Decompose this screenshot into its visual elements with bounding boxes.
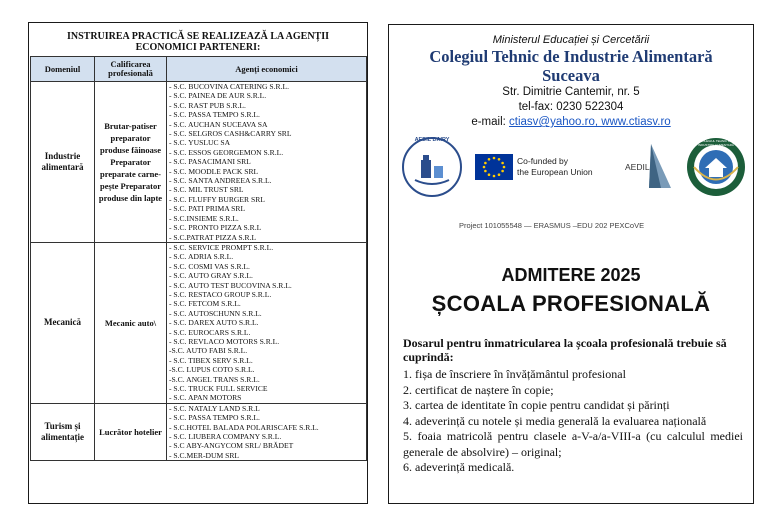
eu-cofunded-text bbox=[517, 156, 593, 178]
domain-cell: Mecanică bbox=[31, 242, 95, 403]
agent-item: - S.C. PRONTO PIZZA S.R.L bbox=[169, 223, 262, 233]
table-row bbox=[31, 82, 367, 243]
email-line bbox=[389, 115, 753, 130]
agent-item: - S.C. MIL TRUST SRL bbox=[169, 185, 244, 195]
agent-item: - S.C. SERVICE PROMPT S.R.L. bbox=[169, 242, 274, 252]
partners-panel bbox=[28, 22, 368, 504]
agent-item: - S.C. COSMI VAS S.R.L. bbox=[169, 261, 250, 271]
table-row bbox=[31, 403, 367, 460]
email-link[interactable]: ctiasv@yahoo.ro, www.ctiasv.ro bbox=[509, 116, 671, 128]
agent-item: - S.C. RESTACO GROUP S.R.L. bbox=[169, 289, 272, 299]
eu-text-line2: the European Union bbox=[517, 167, 593, 177]
agent-item: - S.C. PASSA TEMPO S.R.L. bbox=[169, 413, 260, 423]
header-qualification: Calificarea profesională bbox=[95, 57, 167, 82]
agent-item: - S.C.PATRAT PIZZA S.R.L bbox=[169, 232, 257, 242]
agent-item: - S.C. YUSLUC SA bbox=[169, 138, 231, 148]
agent-item: - S.C. AUTOSCHUNN S.R.L. bbox=[169, 308, 262, 318]
aedil-logo bbox=[621, 142, 673, 197]
agent-item: - S.C. PASACIMANI SRL bbox=[169, 157, 251, 167]
agent-item: - S.C. AUTO TEST BUCOVINA S.R.L. bbox=[169, 280, 292, 290]
list-item: 5. foaia matricolă pentru clasele a-V-a/a-VIII-a (cu calculul mediei generale de absolvire) – original; bbox=[403, 429, 743, 459]
logos-row bbox=[389, 136, 753, 206]
agent-item: - S.C. NATALY LAND S.R.L bbox=[169, 403, 260, 413]
school-title: ȘCOALA PROFESIONALĂ bbox=[431, 291, 711, 316]
phone: tel-fax: 0230 522304 bbox=[518, 101, 624, 113]
aedil-dairy-logo bbox=[401, 136, 463, 203]
agent-item: - S.C. DAREX AUTO S.R.L. bbox=[169, 318, 259, 328]
agent-item: - S.C.HOTEL BALADA POLARISCAFE S.R.L. bbox=[169, 422, 319, 432]
project-id: Project 101055548 — ERASMUS –EDU 202 PEXCoVE bbox=[459, 221, 645, 230]
agent-item: - S.C. REVLACO MOTORS S.R.L. bbox=[169, 336, 280, 346]
college-name-line2: Suceava bbox=[542, 66, 600, 85]
agent-item: - S.C. FLUFFY BURGER SRL bbox=[169, 194, 265, 204]
agent-item: - S.C. BUCOVINA CATERING S.R.L. bbox=[169, 82, 290, 91]
college-name-line1: Colegiul Tehnic de Industrie Alimentară bbox=[429, 47, 713, 66]
table-row bbox=[31, 242, 367, 403]
agent-item: - S.C. AUTO GRAY S.R.L. bbox=[169, 271, 253, 281]
agent-item: -S.C. ANGEL TRANS S.R.L. bbox=[169, 374, 260, 384]
agents-cell bbox=[167, 82, 367, 243]
aedil-text: AEDIL bbox=[625, 162, 650, 172]
qualification-cell: Lucrător hotelier bbox=[95, 403, 167, 460]
domain-cell: Industrie alimentară bbox=[31, 82, 95, 243]
eu-flag-icon bbox=[475, 154, 513, 180]
documents-list bbox=[403, 367, 743, 476]
dossier-heading: Dosarul pentru înmatricularea la școala profesională trebuie să cuprindă: bbox=[403, 336, 727, 364]
agent-item: - S.C. RAST PUB S.R.L. bbox=[169, 100, 246, 110]
agent-item: - S.C. FETCOM S.R.L. bbox=[169, 299, 241, 309]
agent-item: -S.C. LUPUS COTO S.R.L. bbox=[169, 365, 255, 375]
address: Str. Dimitrie Cantemir, nr. 5 bbox=[502, 86, 640, 98]
eu-cofunded-logo bbox=[475, 154, 593, 185]
agent-item: - S.C ABY-ANGYCOM SRL/ BRĂDET bbox=[169, 441, 294, 451]
agent-item: -S.C. AUTO FABI S.R.L. bbox=[169, 346, 248, 356]
agent-item: - S.C. SANTA ANDREEA S.R.L. bbox=[169, 176, 272, 186]
agent-item: - S.C. APAN MOTORS bbox=[169, 393, 242, 403]
eu-text-line1: Co-funded by bbox=[517, 156, 569, 166]
agent-item: - S.C. LIUBERA COMPANY S.R.L. bbox=[169, 432, 282, 442]
agent-item: - S.C. SELGROS CASH&CARRY SRL bbox=[169, 129, 292, 139]
agent-item: - S.C. AUCHAN SUCEAVA SA bbox=[169, 119, 268, 129]
college-name bbox=[389, 47, 753, 85]
agents-cell bbox=[167, 242, 367, 403]
agents-cell bbox=[167, 403, 367, 460]
college-seal-logo bbox=[685, 136, 747, 203]
qualification-cell: Mecanic auto\ bbox=[95, 242, 167, 403]
header-domain: Domeniul bbox=[31, 57, 95, 82]
header-agents: Agenți economici bbox=[167, 57, 367, 82]
partners-table bbox=[30, 56, 367, 461]
email-label: e-mail: bbox=[471, 116, 506, 128]
agent-item: - S.C. TRUCK FULL SERVICE bbox=[169, 384, 268, 393]
agent-item: - S.C. PATI PRIMA SRL bbox=[169, 204, 246, 214]
aedil-dairy-icon bbox=[401, 136, 463, 198]
list-item: 3. cartea de identitate în copie pentru candidat și părinți bbox=[403, 398, 670, 412]
admission-panel bbox=[388, 24, 754, 504]
table-header-row bbox=[31, 57, 367, 82]
admission-title: ADMITERE 2025 bbox=[501, 265, 641, 285]
aedil-dairy-text: AEDIL DAIRY bbox=[414, 137, 450, 143]
agent-item: - S.C.MER-DUM SRL bbox=[169, 450, 240, 460]
college-seal-text: COLEGIUL TEHNIC DE INDUSTRIE ALIMENTARĂ SUCEAVA bbox=[698, 139, 734, 150]
agent-item: - S.C. PASSA TEMPO S.R.L. bbox=[169, 110, 260, 120]
agent-item: - S.C. EUROCARS S.R.L. bbox=[169, 327, 251, 337]
agent-item: - S.C. ADRIA S.R.L. bbox=[169, 252, 234, 262]
list-item: 4. adeverință cu notele și media generală la evaluarea națională bbox=[403, 413, 707, 428]
list-item: 1. fișa de înscriere în învățământul profesional bbox=[403, 367, 626, 381]
list-item: 6. adeverință medicală. bbox=[403, 460, 515, 474]
agent-item: - S.C. PAINEA DE AUR S.R.L. bbox=[169, 91, 267, 101]
partners-title: INSTRUIREA PRACTICĂ SE REALIZEAZĂ LA AGENȚII ECONOMICI PARTENERI: bbox=[66, 31, 329, 53]
ministry-name: Ministerul Educației și Cercetării bbox=[492, 34, 650, 46]
qualification-cell: Brutar-patiser preparator produse făinoase Preparator preparate carne-pește Preparator produse din lapte bbox=[95, 82, 167, 243]
domain-cell: Turism și alimentație bbox=[31, 403, 95, 460]
list-item: 2. certificat de naștere în copie; bbox=[403, 382, 554, 397]
agent-item: - S.C.INSIEME S.R.L. bbox=[169, 213, 239, 223]
agent-item: - S.C. MOODLE PACK SRL bbox=[169, 166, 259, 176]
agent-item: - S.C. TIBEX SERV S.R.L. bbox=[169, 355, 253, 365]
agent-item: - S.C. ESSOS GEORGEMON S.R.L. bbox=[169, 147, 284, 157]
